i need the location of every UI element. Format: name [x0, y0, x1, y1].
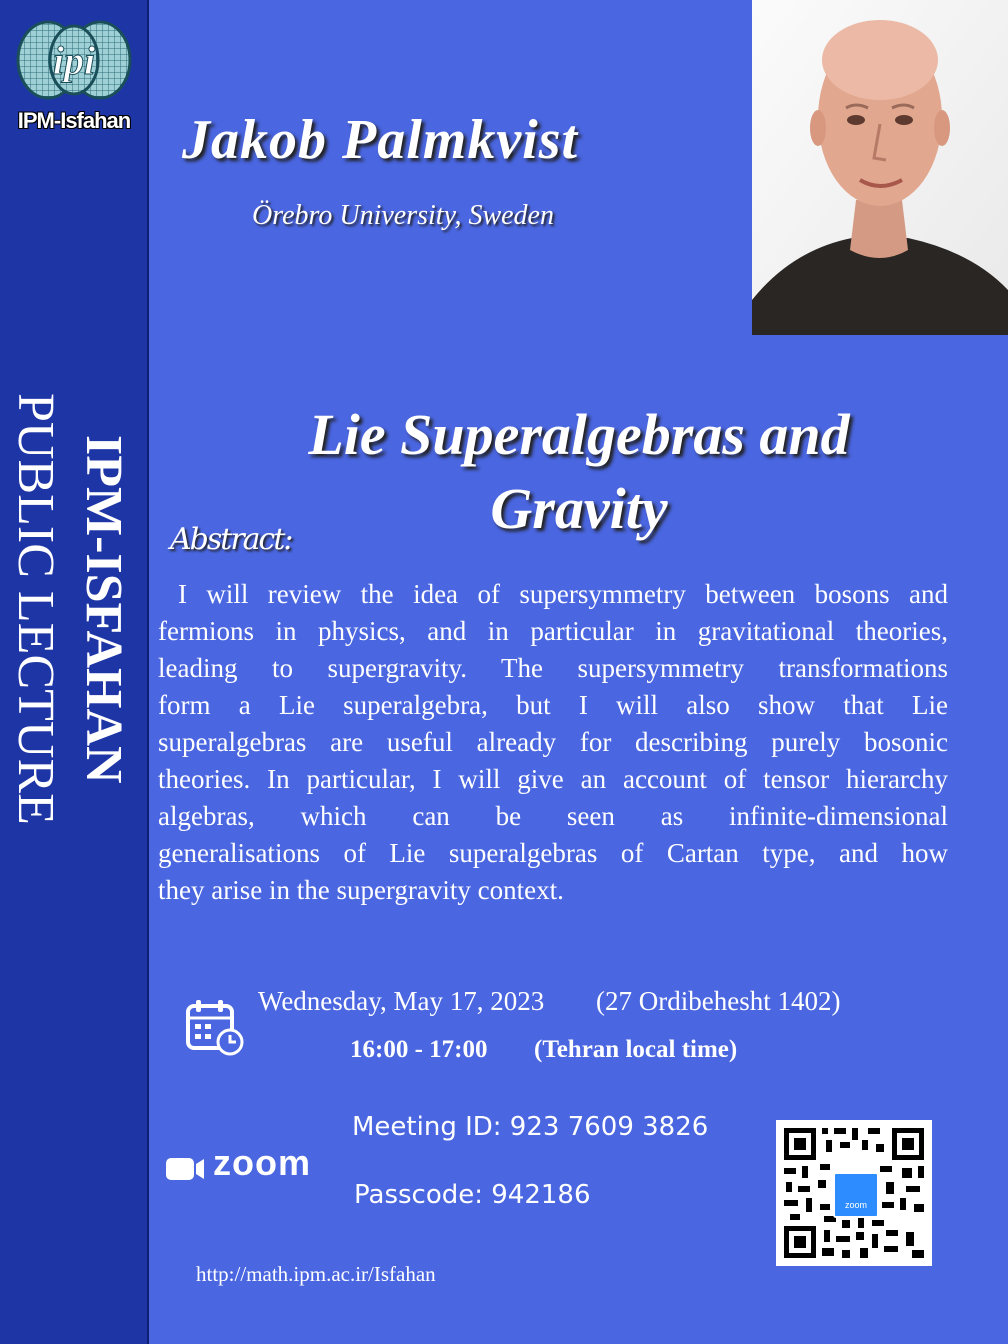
banner-title: IPM-ISFAHAN — [75, 435, 132, 784]
talk-title-line2: Gravity — [490, 476, 668, 541]
qr-code[interactable] — [776, 1120, 932, 1266]
abstract-label: Abstract: — [170, 522, 292, 557]
banner-subtitle: PUBLIC LECTURE — [7, 393, 64, 825]
abstract-line: I will review the idea of supersymmetry between bosons and — [178, 579, 948, 609]
speaker-portrait-image — [752, 0, 1008, 335]
sidebar — [0, 0, 149, 1344]
abstract-text — [158, 576, 948, 909]
speaker-affiliation: Örebro University, Sweden — [252, 200, 554, 231]
abstract-line: superalgebras are useful already for describing purely bosonic — [158, 727, 948, 757]
zoom-logo-text: zoom — [213, 1142, 311, 1183]
website-link[interactable]: http://math.ipm.ac.ir/Isfahan — [196, 1262, 436, 1286]
logo-text: IPM-Isfahan — [17, 108, 131, 133]
meeting-id: Meeting ID: 923 7609 3826 — [352, 1112, 709, 1142]
event-date: Wednesday, May 17, 2023 — [258, 986, 545, 1016]
speaker-photo — [752, 0, 1008, 335]
abstract-line: theories. In particular, I will give an account of tensor hierarchy — [158, 764, 948, 794]
event-timezone: (Tehran local time) — [534, 1036, 738, 1063]
abstract-line: fermions in physics, and in particular in gravitational theories, — [158, 616, 948, 646]
qr-zoom-badge: zoom — [833, 1172, 879, 1218]
abstract-line: leading to supergravity. The supersymmetry transformations — [158, 653, 948, 683]
abstract-line: algebras, which can be seen as infinite-dimensional — [158, 801, 948, 831]
talk-title-line1: Lie Superalgebras and — [308, 402, 850, 467]
event-date-persian: (27 Ordibehesht 1402) — [596, 986, 841, 1016]
speaker-name: Jakob Palmkvist — [182, 109, 579, 171]
abstract-line: generalisations of Lie superalgebras of Cartan type, and how — [158, 838, 948, 868]
vertical-banner — [0, 375, 147, 975]
svg-text:ipi: ipi — [52, 38, 96, 83]
calendar-clock-icon — [186, 998, 244, 1056]
abstract-line: they arise in the supergravity context. — [158, 875, 564, 905]
passcode: Passcode: 942186 — [354, 1180, 591, 1210]
event-time: 16:00 - 17:00 — [350, 1036, 488, 1063]
abstract-line: form a Lie superalgebra, but I will also show that Lie — [158, 690, 948, 720]
